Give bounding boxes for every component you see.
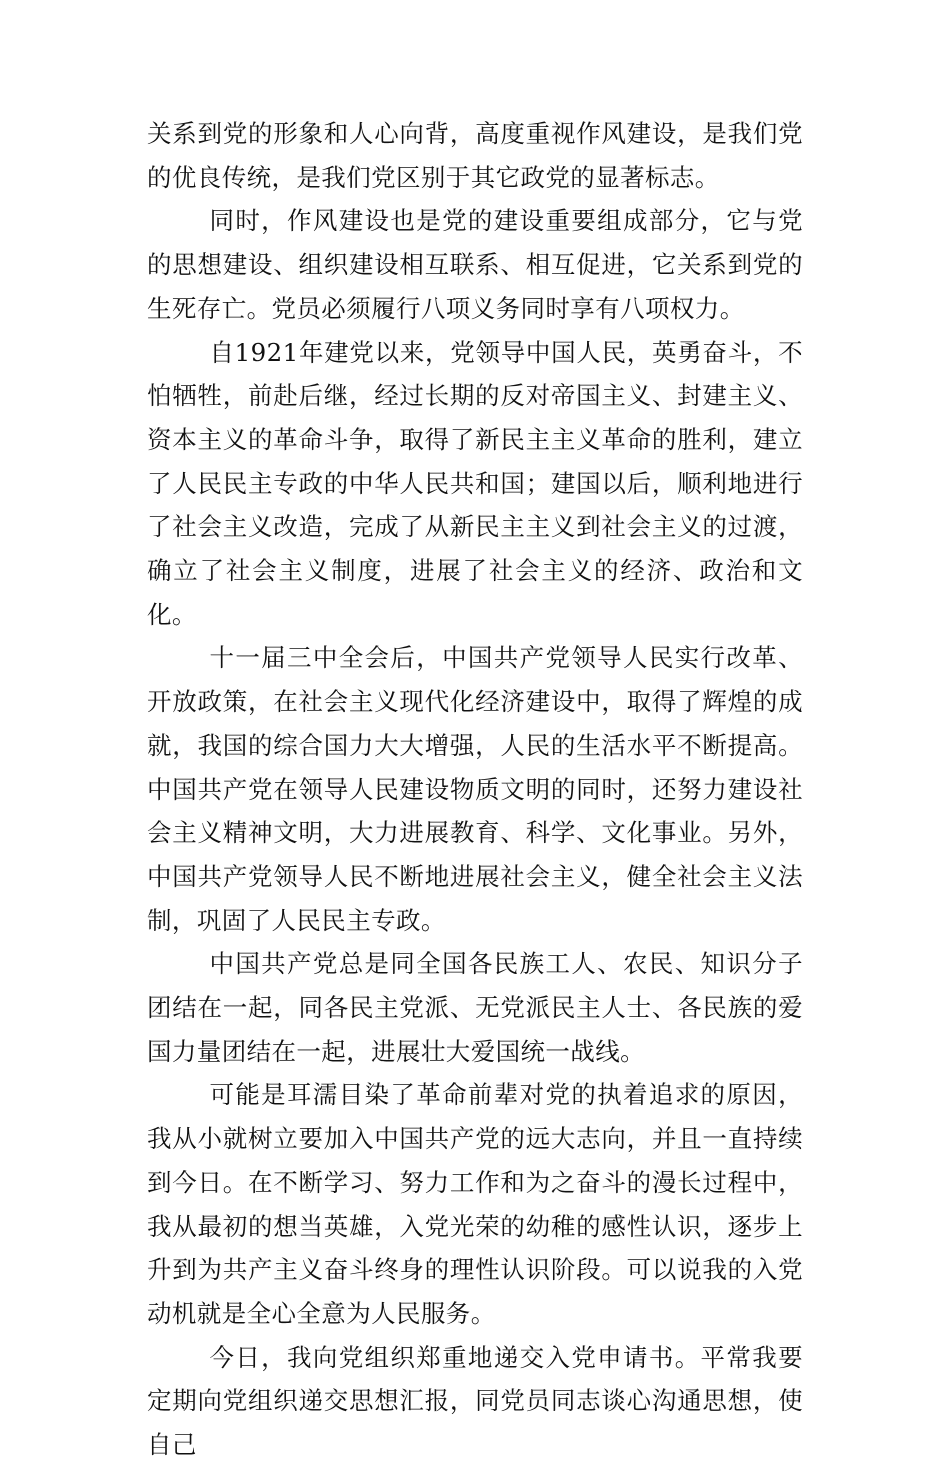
paragraph-party-history: 自1921年建党以来，党领导中国人民，英勇奋斗，不怕牺牲，前赴后继，经过长期的反对帝国主义、封建主义、资本主义的革命斗争，取得了新民主主义革命的胜利，建立了人民民主专政的中华人民共和国；建国以后，顺利地进行了社会主义改造，完成了从新民主主义到社会主义的过渡，确立了社会主义制度，进展了社会主义的经济、政治和文化。 [147,337,803,629]
document-body [147,112,803,1467]
paragraph-united-front: 中国共产党总是同全国各民族工人、农民、知识分子团结在一起，同各民主党派、无党派民主人士、各民族的爱国力量团结在一起，进展壮大爱国统一战线。 [147,949,803,1066]
paragraph-continuation: 关系到党的形象和人心向背，高度重视作风建设，是我们党的优良传统，是我们党区别于其它政党的显著标志。 [147,119,803,192]
paragraph-style-building: 同时，作风建设也是党的建设重要组成部分，它与党的思想建设、组织建设相互联系、相互促进，它关系到党的生死存亡。党员必须履行八项义务同时享有八项权力。 [147,206,803,323]
paragraph-reform-opening: 十一届三中全会后，中国共产党领导人民实行改革、开放政策，在社会主义现代化经济建设中，取得了辉煌的成就，我国的综合国力大大增强，人民的生活水平不断提高。中国共产党在领导人民建设物质文明的同时，还努力建设社会主义精神文明，大力进展教育、科学、文化事业。另外，中国共产党领导人民不断地进展社会主义，健全社会主义法制，巩固了人民民主专政。 [147,643,803,935]
paragraph-application: 今日，我向党组织郑重地递交入党申请书。平常我要定期向党组织递交思想汇报，同党员同志谈心沟通思想，使自己 [147,1342,803,1460]
paragraph-motivation: 可能是耳濡目染了革命前辈对党的执着追求的原因，我从小就树立要加入中国共产党的远大志向，并且一直持续到今日。在不断学习、努力工作和为之奋斗的漫长过程中，我从最初的想当英雄，入党光荣的幼稚的感性认识，逐步上升到为共产主义奋斗终身的理性认识阶段。可以说我的入党动机就是全心全意为人民服务。 [147,1080,803,1328]
